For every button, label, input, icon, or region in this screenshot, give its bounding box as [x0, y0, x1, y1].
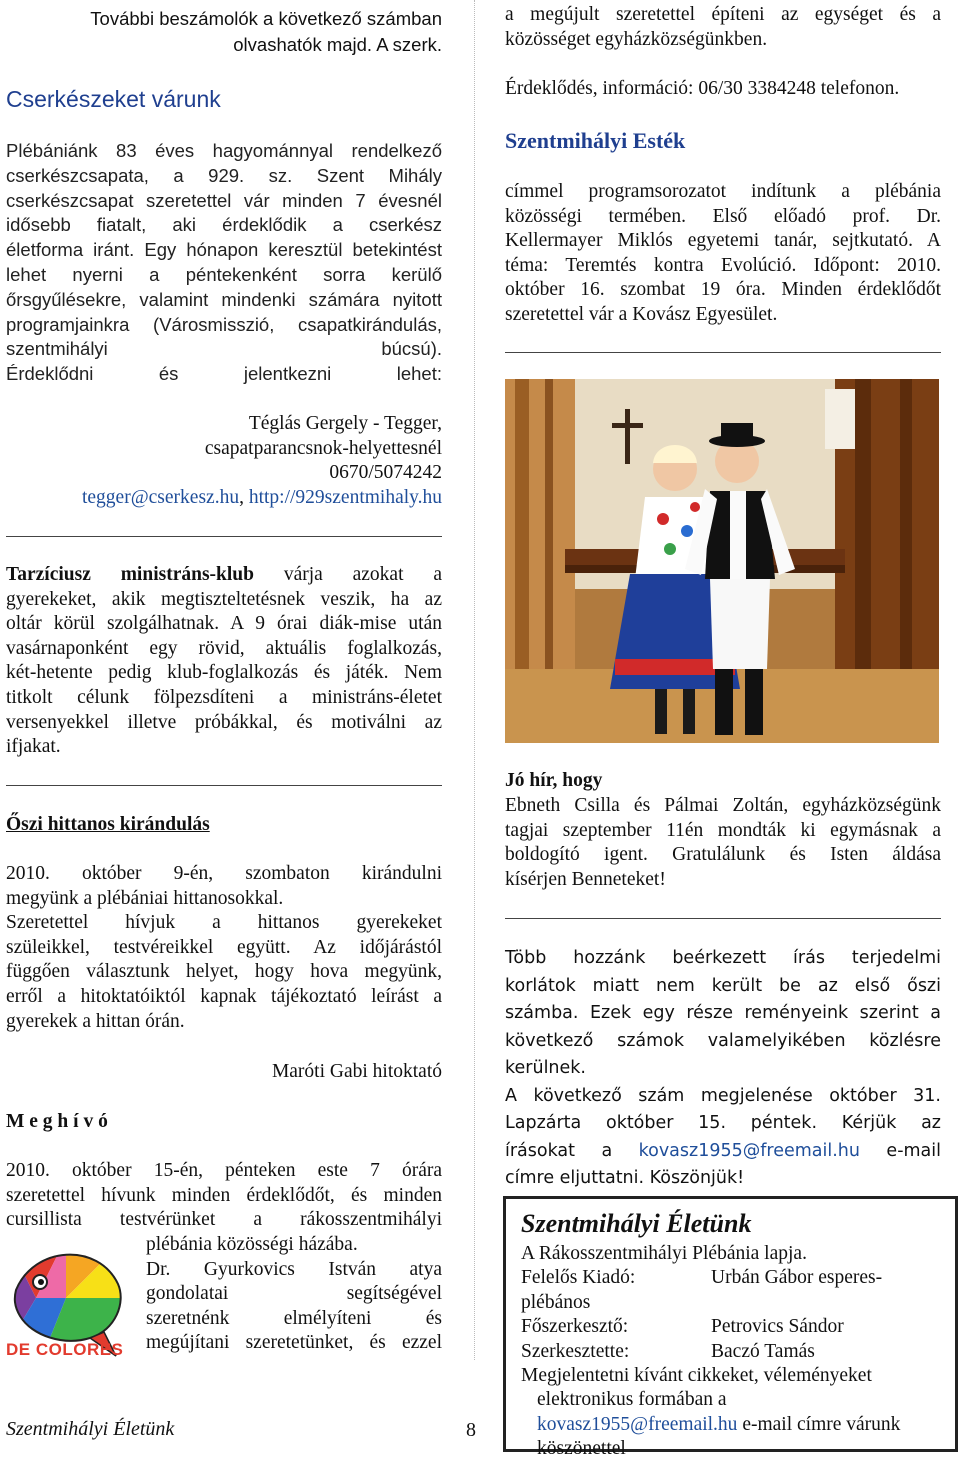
notice-email-link[interactable]: kovasz1955@freemail.hu	[638, 1140, 860, 1161]
masthead-box	[503, 1196, 958, 1460]
excursion-article: 2010. október 9-én, szombaton kirándulni megyünk a plébániai hittanosokkal. Szeretettel hívjuk a hittanos gyerekeket szüleikkel, testvéreikkel együtt. Az időjárástól függően választunk helyet, hogy hova megyünk, erről a hitoktatóiktól kapnak tájékoztató leírást a gyerekek a hittan órán.	[6, 863, 442, 1032]
invitation-heading: M e g h í v ó	[6, 1111, 108, 1132]
divider	[6, 785, 442, 786]
continued-note: További beszámolók a következő számban olvashatók majd. A szerk.	[90, 8, 442, 55]
column-separator	[474, 0, 475, 1360]
evenings-article: címmel programsorozatot indítunk a plébánia közösségi termében. Első előadó prof. Dr. Kellermayer Miklós egyetemi tanár, sejtkutató. A téma: Teremtés kontra Evolúció. Időpont: 2010. október 16. szombat 19 óra. Minden érdeklődőt szeretettel vár a Kovász Egyesület.	[505, 181, 941, 325]
scouts-article: Plébániánk 83 éves hagyománnyal rendelkező cserkészcsapata, a 929. sz. Szent Mihály cserkészcsapat szeretettel vár minden 7 évesnél idősebb fiatalt, aki érdeklődik a cserkész életforma iránt. Egy hónapon keresztül betekintést lehet nyerni a péntekenként sorra kerülő őrsgyűlésekre, valamint mindenki számára nyitott programjainkra (Városmisszió, csapatkirándulás, szentmihályi búcsú). Érdeklődni és jelentkezni lehet:	[6, 140, 442, 385]
de-colores-logo-text: DE COLORES	[6, 1340, 124, 1359]
masthead-details: A Rákosszentmihályi Plébánia lapja. Felelős Kiadó: Urbán Gábor esperes- plébános Főszerkesztő: Petrovics Sándor Szerkesztette: Baczó Tamás Megjelentetni kívánt cikkeket, véleményeket elektronikus formában a kovasz1955@freemail.hu e-mail címre várunk köszönettel	[521, 1243, 901, 1460]
page-number: 8	[466, 1419, 476, 1441]
good-news-article: Ebneth Csilla és Pálmai Zoltán, egyházközségünk tagjai szeptember 11én mondták ki egymásnak a boldogító igent. Gratulálunk és Isten áldása kísérjen Benneteket!	[505, 795, 941, 890]
divider	[505, 918, 941, 919]
scouts-heading: Cserkészeket várunk	[6, 86, 221, 112]
invitation-article-cont: plébánia közösségi házába. Dr. Gyurkovics István atya gondolatai segítségével szeretnénk elmélyíteni és megújítani szeretetünket, és ezzel	[146, 1234, 442, 1354]
excursion-heading: Őszi hittanos kirándulás	[6, 814, 210, 835]
couple-folk-costume-photo	[505, 379, 939, 743]
masthead-email-link[interactable]: kovasz1955@freemail.hu	[537, 1413, 738, 1435]
scouts-website-link[interactable]: http://929szentmihaly.hu	[248, 486, 442, 508]
divider	[505, 352, 941, 353]
cursillo-info: Érdeklődés, információ: 06/30 3384248 telefonon.	[505, 78, 900, 99]
footer-title: Szentmihályi Életünk	[6, 1418, 175, 1440]
masthead-title: Szentmihályi Életünk	[521, 1209, 752, 1238]
excursion-signature: Maróti Gabi hitoktató	[271, 1061, 442, 1082]
divider	[6, 536, 442, 537]
invitation-article: 2010. október 15-én, pénteken este 7 órára szeretettel hívunk minden érdeklődőt, és minden cursillista testvérünket a rákosszentmihályi	[6, 1160, 442, 1231]
scouts-email-link[interactable]: tegger@cserkesz.hu	[81, 486, 240, 508]
evenings-heading: Szentmihályi Esték	[505, 128, 686, 153]
editorial-notice: Több hozzánk beérkezett írás terjedelmi korlátok miatt nem került be az első őszi számba. Ezek egy része reményeink szerint a következő számok valamelyikében közlésre kerülnek. A következő szám megjelenése október 31. Lapzárta október 15. péntek. Kérjük az írásokat a kovasz1955@freemail.hu e-mail címre eljuttatni. Köszönjük!	[505, 948, 942, 1188]
altar-boys-article: Tarzíciusz ministráns-klub várja azokat a gyerekeket, akik megtiszteltetésnek veszik, ha az oltár körül szolgálhatnak. A 9 órai diák-mise után vasárnaponként egy rövid, aktuális foglalkozás, két-hetente pedig klub-foglalkozás és játék. Nem titkolt célunk fölpezsdíteni a ministráns-életet versenyekkel illetve próbákkal, és motiválni az ifjakat.	[6, 564, 442, 758]
scouts-contact: Téglás Gergely - Tegger, csapatparancsnok-helyettesnél 0670/5074242 tegger@cserkesz.hu, http://929szentmihaly.hu	[81, 413, 442, 508]
good-news-heading: Jó hír, hogy	[505, 770, 603, 791]
cursillo-continuation: a megújult szeretettel építeni az egységet és a közösséget egyházközségünkben.	[505, 4, 941, 50]
altar-boys-club-name: Tarzíciusz ministráns-klub	[6, 564, 254, 585]
